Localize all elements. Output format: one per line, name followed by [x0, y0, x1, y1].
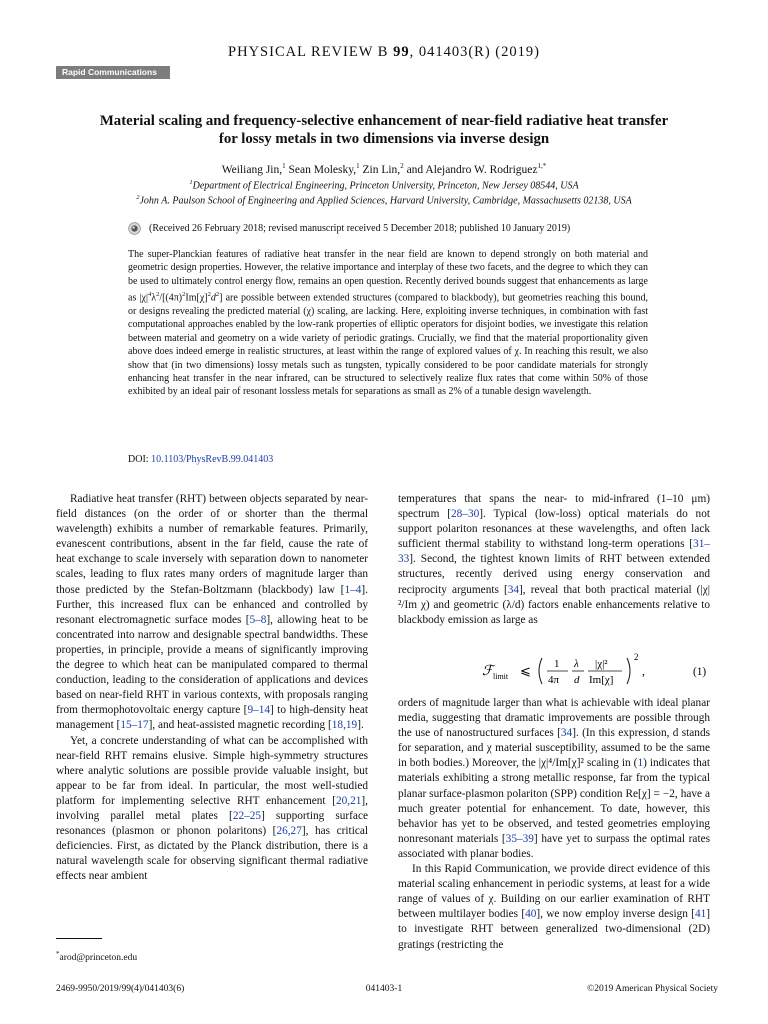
citation-link[interactable]: 41: [694, 908, 707, 921]
text: ]. Typical (low-loss) optical materials do not support polariton resonances at these wavelengths, and often lack sufficient thermal stability to withstand long-term operations [: [398, 508, 710, 551]
abstract-sup: 2: [156, 291, 160, 299]
body-column-right-bottom: [398, 696, 710, 953]
abstract-text: ] are possible between extended structures (compared to blackbody), but geometries reaching this bound, or designs revealing the predicted material (χ) scaling, are lacking. Here, exploiting inverse techniques, in combination with fast computational approaches enabled by the low-rank properties of elliptic operators for disjoint bodies, we investigate this relation between material and geometry on a wide variety of periodic gratings. Crucially, we find that the material proportionality given above does indeed emerge in realistic structures, at least within the range of explored values of χ. In reaching this result, we also show that (in two dimensions) lossy metals such as tungsten, typically considered to be poor candidate materials for strongly enhancing heat transfer in the near infrared, can be structured to selectively realize flux rates that come within 50% of those exhibited by an ideal pair of resonant lossless metals for separations as small as 2% of a tunable design wavelength.: [128, 292, 648, 398]
abstract: [128, 248, 648, 399]
abstract-sup: 2: [182, 291, 186, 299]
eq-num-2: λ: [574, 658, 579, 670]
eq-lhs: ℱ: [482, 664, 494, 679]
doi-link[interactable]: 10.1103/PhysRevB.99.041403: [151, 454, 274, 465]
eq-power: 2: [634, 652, 639, 662]
abstract-text: /[(4π): [159, 292, 183, 304]
journal-volume: 99: [393, 44, 410, 60]
author-rodriguez: and Alejandro W. Rodriguez: [403, 163, 538, 176]
citation-link[interactable]: 22–25: [232, 809, 262, 822]
text: ] to investigate RHT between generalized two-dimensional (2D) gratings (restricting the: [398, 908, 710, 951]
author-sup: 2: [400, 162, 404, 170]
author-list: [0, 162, 768, 176]
journal-header: [0, 44, 768, 61]
text: ]. Second, the tightest known limits of RHT between extended structures, recently derived using energy conservation and reciprocity arguments [: [398, 553, 710, 596]
text: ], and heat-assisted magnetic recording [: [148, 719, 332, 732]
text: ] to high-density heat management [: [56, 704, 368, 732]
citation-link[interactable]: 35–39: [505, 832, 534, 845]
aff-text: John A. Paulson School of Engineering and Applied Sciences, Harvard University, Cambridge, Massachusetts 02138, USA: [139, 195, 632, 207]
text: ]. Further, this increased flux can be enhanced and controlled by resonant electromagnetic surface modes [: [56, 583, 368, 626]
abstract-text: λ: [151, 292, 157, 304]
journal-name: PHYSICAL REVIEW B: [228, 44, 389, 60]
paragraph: [398, 696, 710, 862]
text: ], allowing heat to be concentrated into narrow and designable spectral bandwidths. These properties, in principle, provide a means of significantly improving the degree to which heat can be manipulated compared to thermal conduction, leading to the consideration of applications and devices based on near-field RHT in various contexts, with proposals ranging from thermophotovoltaic energy capture [: [56, 613, 368, 717]
citation-link[interactable]: 5–8: [249, 613, 267, 626]
citation-link[interactable]: 1–4: [344, 583, 362, 596]
eq-paren-right: [627, 658, 630, 684]
citation-link[interactable]: 34: [507, 583, 520, 596]
aff-sup: 2: [136, 194, 140, 201]
footer-page: 041403-1: [365, 984, 403, 994]
text: Yet, a concrete understanding of what can be accomplished with near-field RHT remains elusive. Simple high-symmetry structures where analytic solutions are possible provide valuable insight, but appear to be far from ideal. In particular, the most well-studied platform for implementing selective RHT enhancement [: [56, 734, 368, 807]
text: ], involving parallel metal plates [: [56, 794, 368, 822]
abstract-text: d: [210, 292, 216, 304]
citation-link[interactable]: 28–30: [451, 508, 480, 521]
received-line: [128, 222, 570, 235]
affiliation-1: [0, 179, 768, 191]
paragraph: [398, 492, 710, 628]
citation-link[interactable]: 34: [560, 727, 573, 740]
footnote-mark: *: [56, 950, 60, 958]
text: In this Rapid Communication, we provide direct evidence of this material scaling enhancement in periodic systems, at least for a wide range of values of χ. Building on our earlier examination of RHT between multilayer bodies [: [398, 863, 710, 921]
author-sup: 1,*: [537, 162, 547, 170]
doi-line: [128, 454, 273, 465]
eq-num-1: 1: [554, 658, 560, 670]
text: ], we now employ inverse design [: [536, 908, 695, 921]
doi-label: DOI:: [128, 454, 152, 465]
author-sup: 1: [356, 162, 360, 170]
eq-number: (1): [693, 666, 707, 678]
text: ].: [357, 719, 364, 732]
text: temperatures that spans the near- to mid-infrared (1–10 μm) spectrum [: [398, 493, 710, 521]
eq-comma: ,: [642, 664, 645, 678]
body-column-left: [56, 492, 368, 884]
footnote-email[interactable]: arod@princeton.edu: [59, 953, 138, 964]
eq-num-3: |χ|²: [595, 658, 608, 670]
citation-link[interactable]: 15–17: [120, 719, 149, 732]
citation-link[interactable]: 9–14: [247, 704, 271, 717]
paragraph: [56, 492, 368, 734]
eq-den-2: d: [574, 674, 580, 686]
footnote-rule: [56, 938, 102, 939]
footnote: [56, 950, 137, 963]
equation-link[interactable]: 1: [637, 757, 644, 770]
text: ], has critical deficiencies. First, as dictated by the Planck distribution, there is a natural wavelength scale for observing significant thermal radiative effects near ambient: [56, 825, 368, 883]
abstract-sup: 2: [215, 291, 220, 299]
paragraph: [398, 862, 710, 953]
eq-le: ⩽: [520, 663, 531, 678]
abstract-sup: 2: [207, 291, 211, 299]
citation-link[interactable]: 20,21: [335, 794, 362, 807]
rapid-communications-badge: Rapid Communications: [56, 66, 170, 79]
abstract-text: Im[χ]: [185, 292, 208, 304]
crossmark-icon[interactable]: [128, 222, 141, 235]
footer-copyright: ©2019 American Physical Society: [587, 984, 718, 994]
paper-title: Material scaling and frequency-selective enhancement of near-field radiative heat transfer for lossy metals in two dimensions via inverse design: [99, 113, 669, 147]
text: orders of magnitude larger than what is achievable with ideal planar media, suggesting that dramatic improvements are possible through the use of nanostructured surfaces [: [398, 697, 710, 740]
eq-den-3: Im[χ]: [589, 674, 614, 686]
abstract-text: The super-Planckian features of radiative heat transfer in the near field are known to depend strongly on both material and geometric design properties. However, the relative importance and interplay of these two facets, and the degree to which they can be used to ultimately control energy flow, remains an open question. Recently derived bounds suggest that enhancements as large as |χ|: [128, 249, 648, 304]
author-sup: 1: [282, 162, 286, 170]
paragraph: [56, 734, 368, 885]
text: ] have yet to surpass the optimal rates associated with planar bodies.: [398, 832, 710, 860]
affiliation-2: [0, 194, 768, 206]
text: ], reveal that both practical material (|χ|²/Im χ) and geometric (λ/d) factors enable enhancements relative to blackbody emission as large as: [398, 583, 710, 626]
author-molesky: Sean Molesky,: [285, 163, 357, 176]
received-dates: (Received 26 February 2018; revised manuscript received 5 December 2018; published 10 January 2019): [149, 223, 571, 234]
citation-link[interactable]: 31–33: [398, 538, 710, 566]
citation-link[interactable]: 26,27: [276, 825, 302, 838]
text: ] supporting surface resonances (plasmon or phonon polaritons) [: [56, 809, 368, 838]
journal-citation: , 041403(R) (2019): [409, 44, 540, 60]
citation-link[interactable]: 18,19: [331, 719, 358, 732]
eq-paren-left: [539, 658, 542, 684]
aff-sup: 1: [189, 179, 193, 186]
text: Radiative heat transfer (RHT) between objects separated by near-field distances (on the order of or shorter than the thermal wavelength) exhibits a number of remarkable features. Primarily, evanescent contributions, absent in the far field, cause the rate of heat exchange to scale inversely with separation down to nanometer scales, leading to flux rates many orders of magnitude larger than those predicted by the Stefan-Boltzmann (blackbody) law [: [56, 493, 368, 596]
body-column-right-top: [398, 492, 710, 628]
citation-link[interactable]: 40: [525, 908, 537, 921]
abstract-sup: 4: [147, 291, 152, 299]
text: ]. (In this expression, d stands for separation, and χ material susceptibility, assumed to be the same in both bodies.) Moreover, the |χ|⁴/Im[χ]² scaling in (: [398, 727, 711, 770]
equation-1: [398, 650, 718, 692]
eq-subscript: limit: [493, 672, 509, 681]
eq-den-1: 4π: [548, 674, 560, 686]
author-jin: Weiliang Jin,: [221, 163, 283, 176]
footer-issn: 2469-9950/2019/99(4)/041403(6): [56, 984, 185, 994]
text: ) indicates that materials exhibiting a strong metallic response, far from the typical planar surface-plasmon polariton (SPP) condition Re[χ] = −2, have a much greater potential for enhancement. To date, however, this behavior has yet to be observed, and tested geometries employing nonresonant materials [: [398, 757, 710, 845]
aff-text: Department of Electrical Engineering, Princeton University, Princeton, New Jersey 08544, USA: [192, 180, 579, 192]
author-lin: Zin Lin,: [359, 163, 401, 176]
